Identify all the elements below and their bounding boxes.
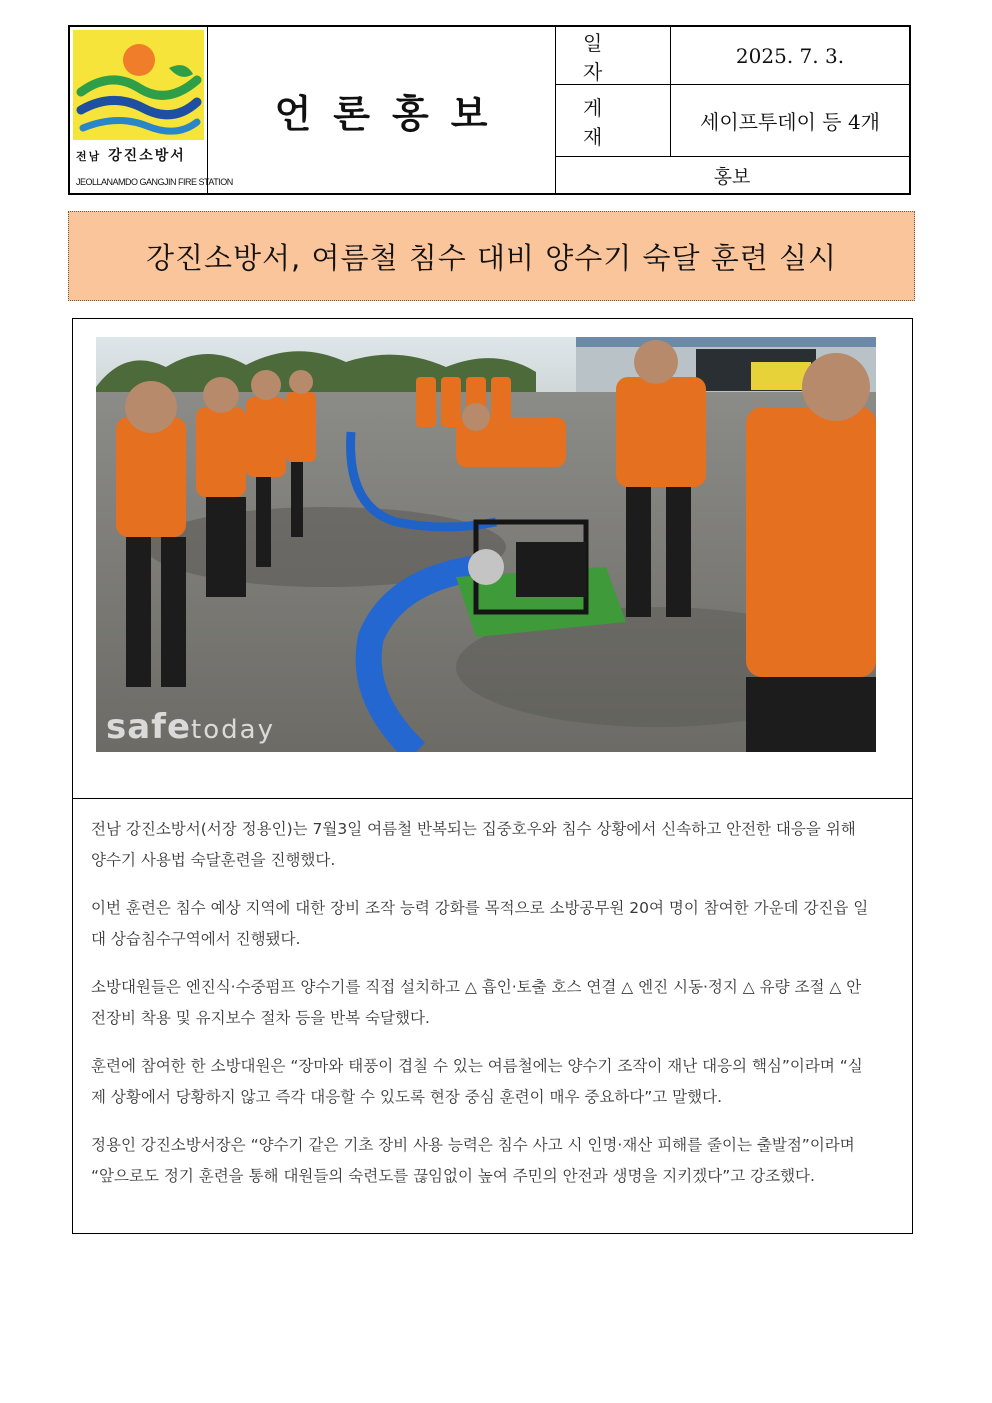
training-photo: [96, 337, 876, 752]
paragraph: 정용인 강진소방서장은 “양수기 같은 기초 장비 사용 능력은 침수 사고 시 인명·재산 피해를 줄이는 출발점”이라며 “앞으로도 정기 훈련을 통해 대원들의 숙련도를 끊임없이 높여 주민의 안전과 생명을 지키겠다”고 강조했다.: [91, 1136, 855, 1185]
org-name: 전남 강진소방서: [76, 148, 186, 164]
paragraph: 소방대원들은 엔진식·수중펌프 양수기를 직접 설치하고 △ 흡인·토출 호스 연결 △ 엔진 시동·정지 △ 유량 조절 △ 안전장비 착용 및 유지보수 절차 등을 반복 숙달했다.: [91, 978, 862, 1027]
publish-value: 세이프투데이 등 4개: [700, 110, 880, 134]
headline-text: 강진소방서, 여름철 침수 대비 양수기 숙달 훈련 실시: [145, 240, 838, 275]
fire-station-logo-icon: [73, 30, 204, 140]
date-row: [555, 27, 909, 85]
photo-box: [73, 319, 912, 799]
publish-row: [555, 85, 909, 157]
photo-illustration: [96, 337, 876, 752]
document-header: [68, 25, 911, 195]
photo-watermark: safetoday: [106, 707, 275, 747]
logo-cell: [70, 27, 233, 193]
date-value: 2025. 7. 3.: [735, 43, 845, 68]
paragraph: 전남 강진소방서(서장 정용인)는 7월3일 여름철 반복되는 집중호우와 침수 상황에서 신속하고 안전한 대응을 위해 양수기 사용법 숙달훈련을 진행했다.: [91, 820, 856, 869]
headline-banner: [68, 211, 915, 301]
org-name-en: JEOLLANAMDO GANGJIN FIRE STATION: [76, 177, 233, 187]
page-title: 언론홍보: [274, 90, 510, 136]
category-label: 홍보: [713, 165, 751, 188]
meta-cell: [555, 27, 909, 193]
publish-label: 게재: [555, 85, 671, 156]
paragraph: 훈련에 참여한 한 소방대원은 “장마와 태풍이 겹칠 수 있는 여름철에는 양수기 조작이 재난 대응의 핵심”이라며 “실제 상황에서 당황하지 않고 즉각 대응할 수 있도록 현장 중심 훈련이 매우 중요하다”고 말했다.: [91, 1057, 863, 1106]
paragraph: 이번 훈련은 침수 예상 지역에 대한 장비 조작 능력 강화를 목적으로 소방공무원 20여 명이 참여한 가운데 강진읍 일대 상습침수구역에서 진행됐다.: [91, 899, 869, 948]
article-frame: [72, 318, 913, 1234]
title-cell: [207, 27, 556, 193]
date-label: 일자: [555, 27, 671, 84]
